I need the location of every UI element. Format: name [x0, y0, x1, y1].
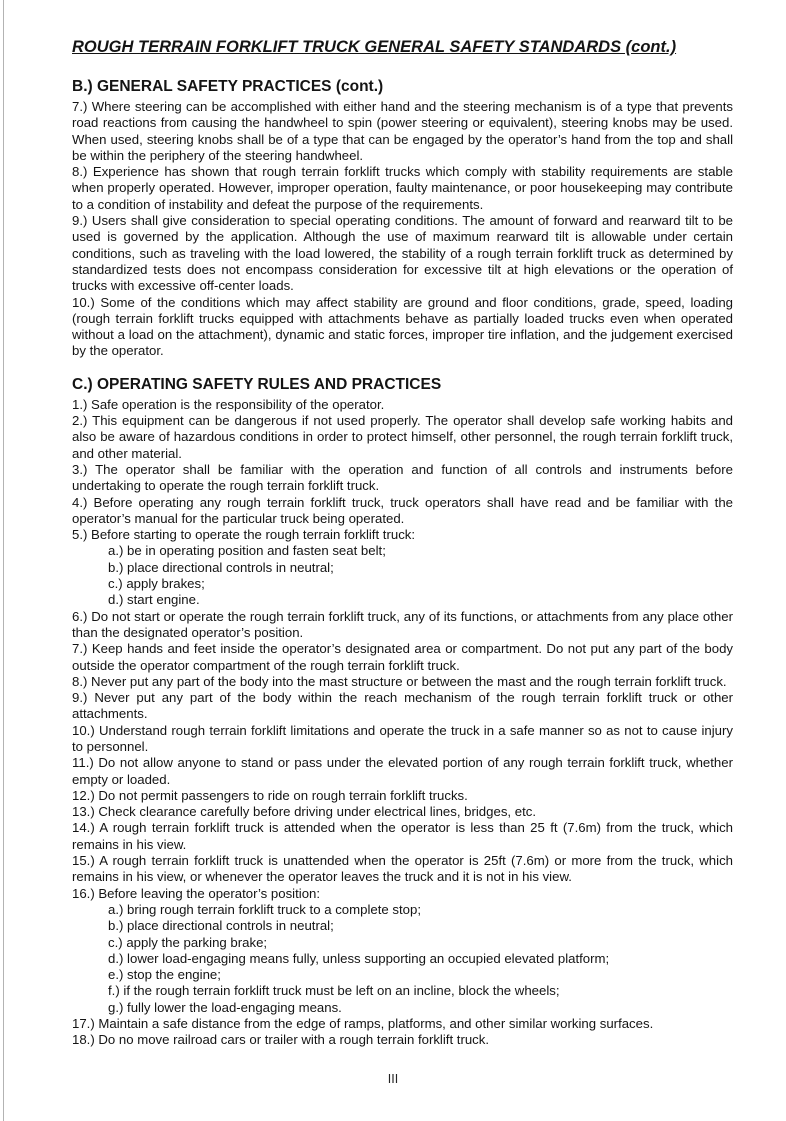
- sections-container: [72, 78, 733, 1049]
- page-content: [72, 38, 733, 1049]
- sub-list-item: e.) stop the engine;: [108, 967, 221, 983]
- sub-list-item: f.) if the rough terrain forklift truck must be left on an incline, block the wheels;: [108, 983, 560, 999]
- list-item: 14.) A rough terrain forklift truck is attended when the operator is less than 25 ft (7.6m) from the truck, which remains in his view.: [72, 820, 733, 852]
- sub-list-item: b.) place directional controls in neutral;: [108, 918, 334, 934]
- list-item: 10.) Some of the conditions which may affect stability are ground and floor conditions, grade, speed, loading (rough terrain forklift trucks equipped with attachments behave as partially loaded trucks even when operated without a load on the attachment), dynamic and static forces, improper tire inflation, and the judgement exercised by the operator.: [72, 294, 733, 359]
- document-section: [72, 78, 733, 360]
- sub-list-item: b.) place directional controls in neutral;: [108, 559, 334, 575]
- list-item: 17.) Maintain a safe distance from the edge of ramps, platforms, and other similar working surfaces.: [72, 1016, 654, 1032]
- list-item: 10.) Understand rough terrain forklift limitations and operate the truck in a safe manner so as not to cause injury to personnel.: [72, 722, 733, 754]
- list-item: 8.) Experience has shown that rough terrain forklift trucks which comply with stability requirements are stable when properly operated. However, improper operation, faulty maintenance, or poor housekeeping may contribute to a condition of instability and defeat the purpose of the requirements.: [72, 164, 733, 212]
- list-item: 9.) Users shall give consideration to special operating conditions. The amount of forward and rearward tilt to be used is governed by the application. Although the use of maximum rearward tilt is allowable under certain conditions, such as traveling with the load lowered, the stability of a rough terrain forklift truck as determined by standardized tests does not encompass consideration for excessive tilt at high elevations or the operation of trucks with excessive off-center loads.: [72, 213, 733, 294]
- section-heading: B.) GENERAL SAFETY PRACTICES (cont.): [72, 78, 384, 95]
- list-item: 6.) Do not start or operate the rough terrain forklift truck, any of its functions, or attachments from any place other than the designated operator’s position.: [72, 608, 733, 640]
- list-item: 5.) Before starting to operate the rough terrain forklift truck:: [72, 527, 416, 543]
- list-item: 12.) Do not permit passengers to ride on rough terrain forklift trucks.: [72, 787, 468, 803]
- list-item: 8.) Never put any part of the body into the mast structure or between the mast and the rough terrain forklift truck.: [72, 673, 727, 689]
- list-item: 4.) Before operating any rough terrain forklift truck, truck operators shall have read and be familiar with the operator’s manual for the particular truck being operated.: [72, 494, 733, 526]
- list-item: 7.) Keep hands and feet inside the operator’s designated area or compartment. Do not put any part of the body outside the operator compartment of the rough terrain forklift truck.: [72, 641, 733, 673]
- list-item: 2.) This equipment can be dangerous if not used properly. The operator shall develop safe working habits and also be aware of hazardous conditions in order to protect himself, other personnel, the rough terrain forklift truck, and other material.: [72, 413, 733, 461]
- sub-list-item: a.) bring rough terrain forklift truck to a complete stop;: [108, 901, 421, 917]
- sub-list-item: c.) apply the parking brake;: [108, 934, 268, 950]
- scan-edge-line: [3, 0, 4, 1121]
- list-item: 15.) A rough terrain forklift truck is unattended when the operator is 25ft (7.6m) or more from the truck, which remains in his view, or whenever the operator leaves the truck and it is not in his view.: [72, 853, 733, 885]
- list-item: 9.) Never put any part of the body within the reach mechanism of the rough terrain forklift truck or other attachments.: [72, 690, 733, 722]
- sub-list-item: a.) be in operating position and fasten seat belt;: [108, 543, 386, 559]
- list-item: 11.) Do not allow anyone to stand or pass under the elevated portion of any rough terrain forklift truck, whether empty or loaded.: [72, 755, 733, 787]
- list-item: 13.) Check clearance carefully before driving under electrical lines, bridges, etc.: [72, 804, 536, 820]
- sub-list-item: d.) start engine.: [108, 592, 200, 608]
- sub-list-item: d.) lower load-engaging means fully, unless supporting an occupied elevated platform;: [108, 950, 610, 966]
- list-item: 16.) Before leaving the operator’s position:: [72, 885, 321, 901]
- list-item: 18.) Do no move railroad cars or trailer with a rough terrain forklift truck.: [72, 1032, 490, 1048]
- page-number: III: [387, 1072, 399, 1086]
- document-title: ROUGH TERRAIN FORKLIFT TRUCK GENERAL SAFETY STANDARDS (cont.): [72, 38, 677, 56]
- list-item: 3.) The operator shall be familiar with the operation and function of all controls and instruments before undertaking to operate the rough terrain forklift truck.: [72, 461, 733, 494]
- list-item: 7.) Where steering can be accomplished with either hand and the steering mechanism is of a type that prevents road reactions from causing the handwheel to spin (power steering or equivalent), steering knobs may be used. When used, steering knobs shall be of a type that can be engaged by the operator’s hand from the top and shall be within the periphery of the steering handwheel.: [72, 99, 733, 163]
- section-heading: C.) OPERATING SAFETY RULES AND PRACTICES: [72, 375, 442, 393]
- list-item: 1.) Safe operation is the responsibility of the operator.: [72, 396, 385, 412]
- sub-list-item: g.) fully lower the load-engaging means.: [108, 999, 342, 1015]
- document-section: [72, 376, 733, 1049]
- sub-list-item: c.) apply brakes;: [108, 576, 205, 592]
